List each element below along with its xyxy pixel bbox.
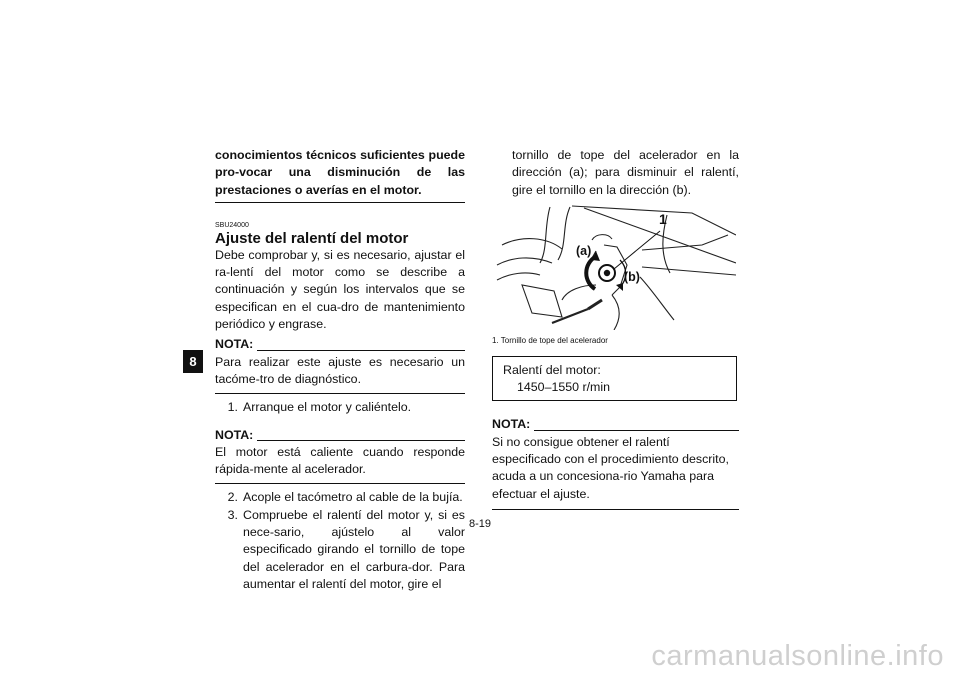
- section-intro: Debe comprobar y, si es necesario, ajustar el ra-lentí del motor como se describe a continuación y según los intervalos que se especifican en el cua-dro de mantenimiento periódico y engrase.: [215, 247, 465, 332]
- list-item: [215, 399, 465, 416]
- step-number: 3.: [227, 507, 238, 522]
- direction-a-label: (a): [576, 243, 592, 258]
- watermark: carmanualsonline.info: [651, 640, 944, 672]
- section-code: SBU24000: [215, 221, 249, 229]
- warning-text: conocimientos técnicos suficientes puede pro-vocar una disminución de las prestaciones o averías en el motor.: [215, 148, 465, 197]
- nota-text: Para realizar este ajuste es necesario un tacóme-tro de diagnóstico.: [215, 354, 465, 386]
- steps-list: [215, 399, 465, 416]
- spec-value: 1450–1550 r/min: [517, 380, 610, 395]
- nota-divider: [215, 393, 465, 394]
- step-number: 2.: [227, 490, 238, 505]
- nota-label: NOTA:: [215, 427, 254, 442]
- nota-heading: [492, 416, 739, 433]
- page-number: 8-19: [468, 518, 492, 530]
- step-text: Acople el tacómetro al cable de la bujía.: [243, 490, 463, 505]
- step-number: 1.: [227, 400, 238, 415]
- chapter-tab: 8: [183, 350, 203, 373]
- nota-text: Si no consigue obtener el ralentí especificado con el procedimiento descrito, acuda a un concesiona-rio Yamaha para efectuar el ajuste.: [492, 434, 729, 501]
- spec-box: [492, 356, 737, 402]
- direction-b-label: (b): [624, 269, 640, 284]
- carburetor-illustration: [492, 205, 736, 330]
- list-item: [215, 489, 465, 506]
- right-column: [492, 147, 739, 510]
- nota-heading: [215, 427, 465, 444]
- nota-divider: [492, 509, 739, 510]
- nota-label: NOTA:: [215, 337, 254, 352]
- step-continued-text: tornillo de tope del acelerador en la dirección (a); para disminuir el ralentí, gire el tornillo en la dirección (b).: [512, 148, 739, 197]
- callout-1-label: 1: [659, 210, 667, 227]
- spec-label: Ralentí del motor:: [503, 362, 601, 377]
- section-title: Ajuste del ralentí del motor: [215, 229, 409, 247]
- throttle-stop-figure: [492, 205, 736, 330]
- figure-caption: 1. Tornillo de tope del acelerador: [492, 335, 608, 345]
- nota-label: NOTA:: [492, 417, 531, 432]
- step-text: Arranque el motor y caliéntelo.: [243, 400, 412, 415]
- warning-divider: [215, 202, 465, 203]
- nota-divider: [215, 483, 465, 484]
- steps-list: [215, 489, 465, 593]
- nota-text: El motor está caliente cuando responde rápida-mente al acelerador.: [215, 444, 465, 477]
- nota-block: [492, 416, 739, 509]
- nota-heading: [215, 336, 465, 353]
- step-text: Compruebe el ralentí del motor y, si es nece-sario, ajústelo al valor especificado girando el tornillo de tope del acelerador en el carbura-dor. Para aumentar el ralentí del motor, gire el: [243, 507, 465, 591]
